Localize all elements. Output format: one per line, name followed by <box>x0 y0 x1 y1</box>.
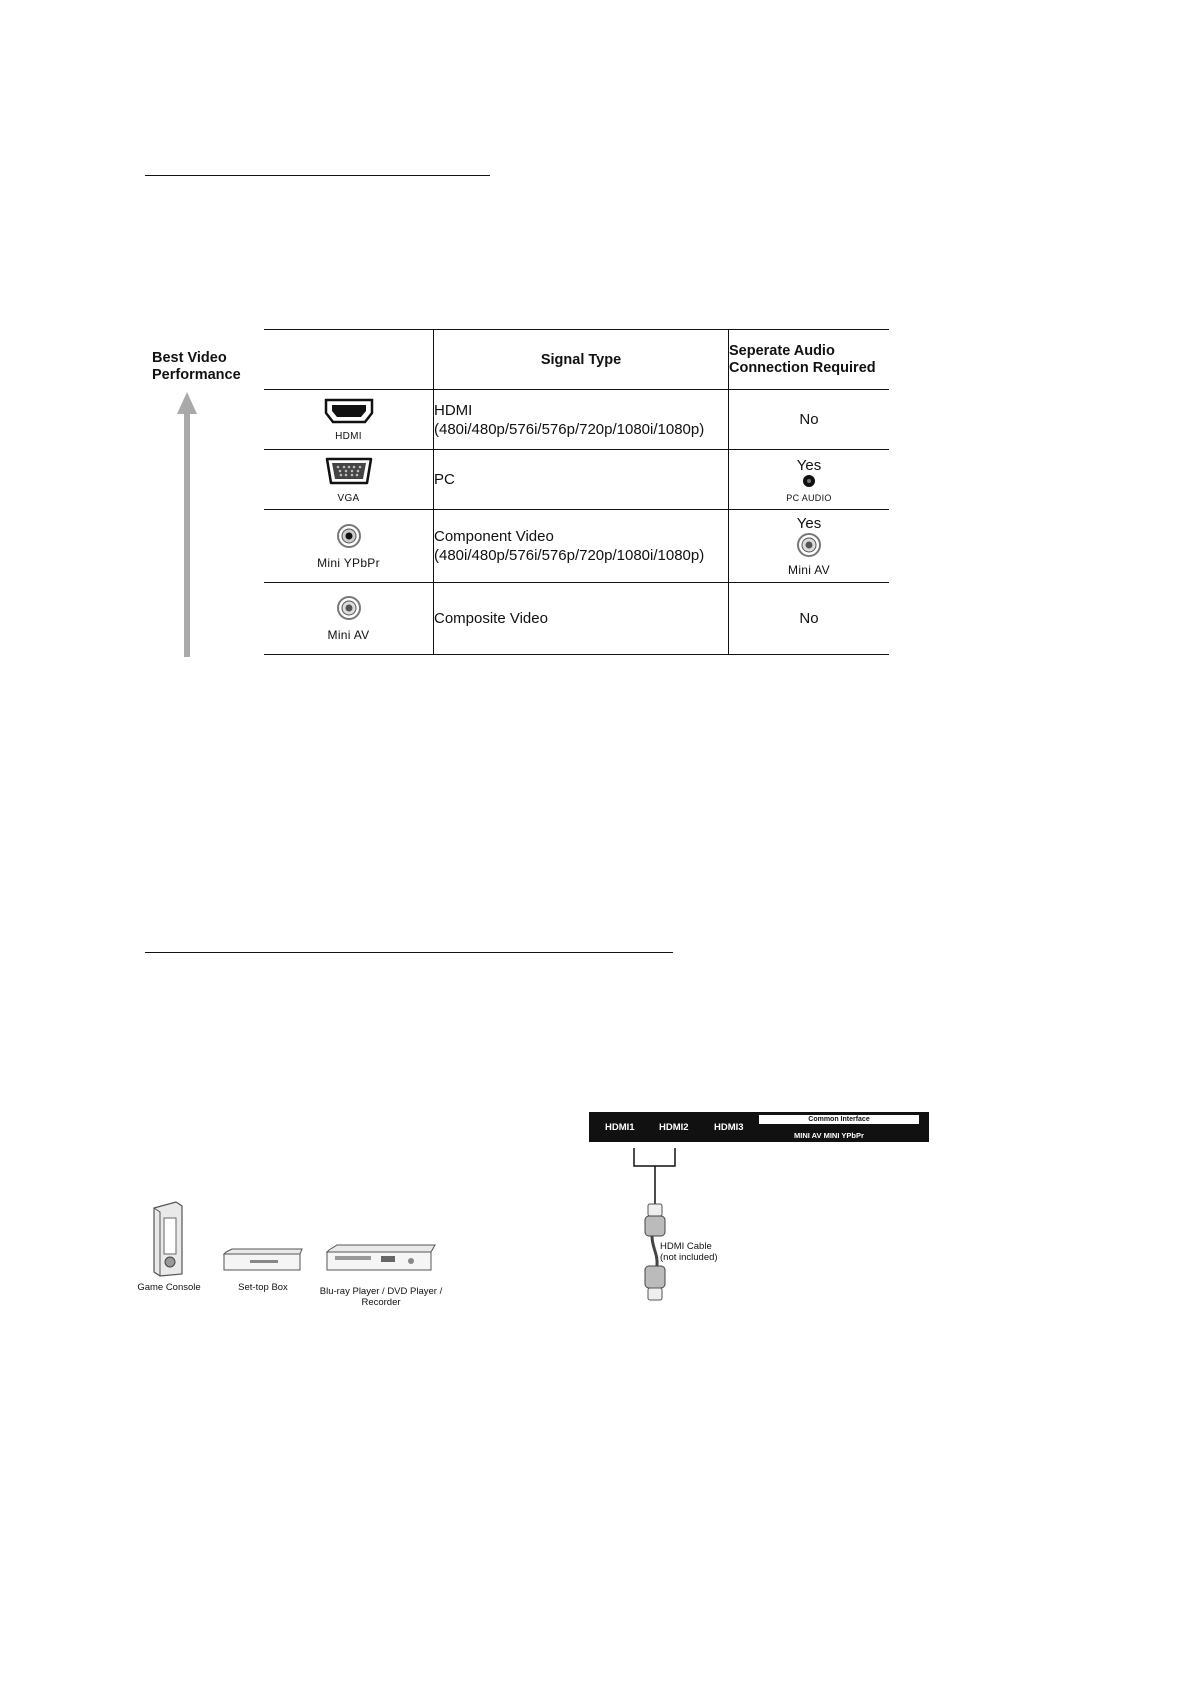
audio-cell <box>729 390 890 450</box>
hdmi3-port-label: HDMI3 <box>714 1122 744 1133</box>
connector-cell <box>264 510 434 583</box>
table-row <box>264 510 889 583</box>
pc-audio-jack-icon <box>802 474 816 488</box>
header-connector <box>264 330 434 390</box>
audio-jack-label: Mini AV <box>788 563 830 577</box>
device-illustrations <box>137 1200 457 1310</box>
mini-ports-label: MINI AV MINI YPbPr <box>794 1131 864 1140</box>
audio-required-value: No <box>799 609 819 627</box>
mini-ypbpr-jack-icon <box>336 523 362 549</box>
signal-cell: PC <box>434 450 729 510</box>
blu-ray-player-label: Blu-ray Player / DVD Player / Recorder <box>319 1286 443 1308</box>
audio-required-value: Yes <box>796 456 822 474</box>
performance-arrow-icon <box>176 392 198 657</box>
mini-av-jack-icon <box>796 532 822 558</box>
table-row <box>264 583 889 655</box>
table-row <box>264 450 889 510</box>
connector-label: Mini AV <box>327 628 370 642</box>
signal-cell: HDMI (480i/480p/576i/576p/720p/1080i/1080p) <box>434 390 729 450</box>
connector-cell <box>264 450 434 510</box>
game-console-label: Game Console <box>137 1282 201 1293</box>
signal-cell: Component Video (480i/480p/576i/576p/720p/1080i/1080p) <box>434 510 729 583</box>
table-row <box>264 390 889 450</box>
section-rule-middle <box>145 952 673 953</box>
audio-cell <box>729 450 890 510</box>
hdmi1-port-label: HDMI1 <box>605 1122 635 1133</box>
game-console-icon <box>150 1200 186 1278</box>
connector-label: HDMI <box>335 430 362 442</box>
signal-cell: Composite Video <box>434 583 729 655</box>
hdmi-cable-icon <box>630 1148 680 1303</box>
header-signal-type: Signal Type <box>434 330 729 390</box>
table-header-row <box>264 330 889 390</box>
blu-ray-player-icon <box>325 1244 437 1274</box>
audio-required-value: Yes <box>796 515 822 532</box>
connector-label: Mini YPbPr <box>317 555 380 570</box>
tv-connection-panel <box>589 1112 929 1142</box>
connector-cell <box>264 390 434 450</box>
connector-label: VGA <box>337 492 360 504</box>
mini-av-jack-icon <box>336 595 362 621</box>
audio-required-value: No <box>799 410 819 428</box>
hdmi-port-icon <box>324 398 374 424</box>
hdmi2-port-label: HDMI2 <box>659 1122 689 1133</box>
audio-cell <box>729 583 890 655</box>
best-video-performance-label: Best Video Performance <box>152 350 241 383</box>
vga-port-icon <box>323 456 375 486</box>
set-top-box-icon <box>222 1248 304 1274</box>
set-top-box-label: Set-top Box <box>238 1282 288 1293</box>
section-rule-top <box>145 175 490 176</box>
hdmi-cable-label: HDMI Cable (not included) <box>660 1241 718 1263</box>
connection-table <box>264 329 889 655</box>
audio-cell <box>729 510 890 583</box>
header-separate-audio: Seperate Audio Connection Required <box>729 330 890 390</box>
connector-cell <box>264 583 434 655</box>
common-interface-label: Common Interface <box>759 1115 919 1124</box>
audio-jack-label: PC AUDIO <box>786 492 832 503</box>
